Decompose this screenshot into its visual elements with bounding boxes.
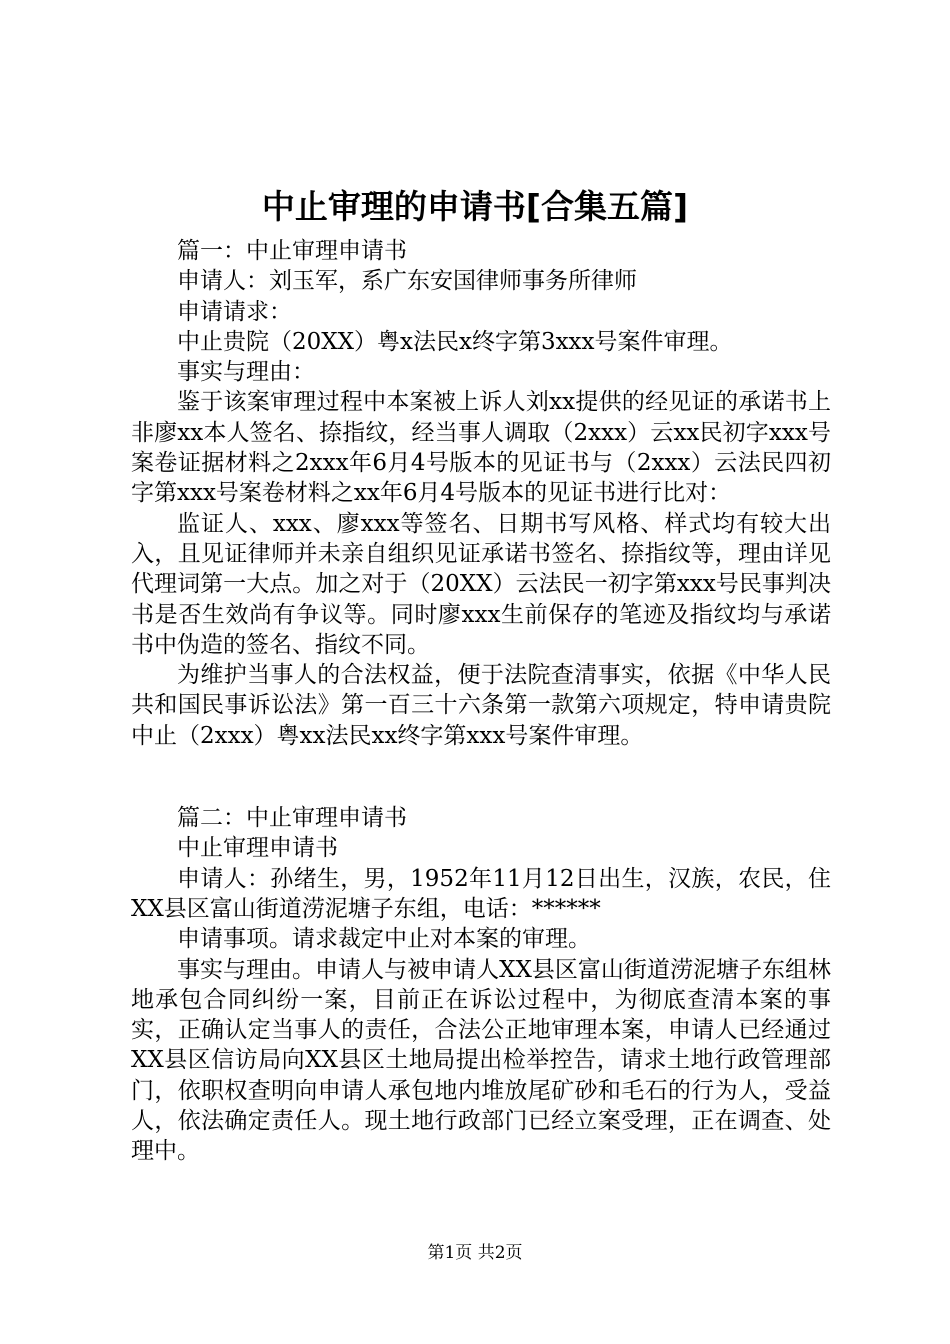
body-paragraph: 鉴于该案审理过程中本案被上诉人刘xx提供的经见证的承诺书上非廖xx本人签名、捺指纹，经当事人调取（2xxx）云xx民初字xxx号案卷证据材料之2xxx年6月4号版本的见证书与（2xxx）云法民四初字第xxx号案卷材料之xx年6月4号版本的见证书进行比对：: [131, 389, 831, 507]
request-label: 申请请求：: [177, 298, 292, 325]
section-1-heading: 篇一：中止审理申请书: [177, 238, 407, 264]
body-paragraph: 申请人：孙绪生，男，1952年11月12日出生，汉族，农民，住XX县区富山街道涝泥塘子东组，电话：******: [131, 865, 831, 922]
body-paragraph: 事实与理由。申请人与被申请人XX县区富山街道涝泥塘子东组林地承包合同纠纷一案，目前正在诉讼过程中，为彻底查清本案的事实，正确认定当事人的责任，合法公正地审理本案，申请人已经通过XX县区信访局向XX县区土地局提出检举控告，请求土地行政管理部门，依职权查明向申请人承包地内堆放尾矿砂和毛石的行为人，受益人，依法确定责任人。现土地行政部门已经立案受理，正在调查、处理中。: [131, 956, 831, 1165]
body-paragraph: 为维护当事人的合法权益，便于法院查清事实，依据《中华人民共和国民事诉讼法》第一百三十六条第一款第六项规定，特申请贵院中止（2xxx）粤xx法民xx终字第xxx号案件审理。: [131, 662, 831, 749]
request-content: 中止贵院（20XX）粤x法民x终字第3xxx号案件审理。: [177, 328, 733, 355]
page-footer: 第1页 共2页: [427, 1243, 523, 1263]
section-spacer: [131, 751, 831, 803]
facts-label: 事实与理由：: [177, 359, 315, 386]
document-title: 中止审理的申请书[合集五篇]: [261, 187, 689, 226]
subheading: 中止审理申请书: [177, 835, 338, 862]
applicant-line: 申请人：刘玉军，系广东安国律师事务所律师: [177, 268, 637, 295]
body-paragraph: 监证人、xxx、廖xxx等签名、日期书写风格、样式均有较大出入，且见证律师并未亲自组织见证承诺书签名、捺指纹等，理由详见代理词第一大点。加之对于（20XX）云法民一初字第xxx号民事判决书是否生效尚有争议等。同时廖xxx生前保存的笔迹及指纹均与承诺书中伪造的签名、指纹不同。: [131, 510, 831, 658]
body-paragraph: 申请事项。请求裁定中止对本案的审理。: [177, 926, 591, 953]
section-2-heading: 篇二：中止审理申请书: [177, 805, 407, 832]
document-body: [131, 236, 831, 1167]
